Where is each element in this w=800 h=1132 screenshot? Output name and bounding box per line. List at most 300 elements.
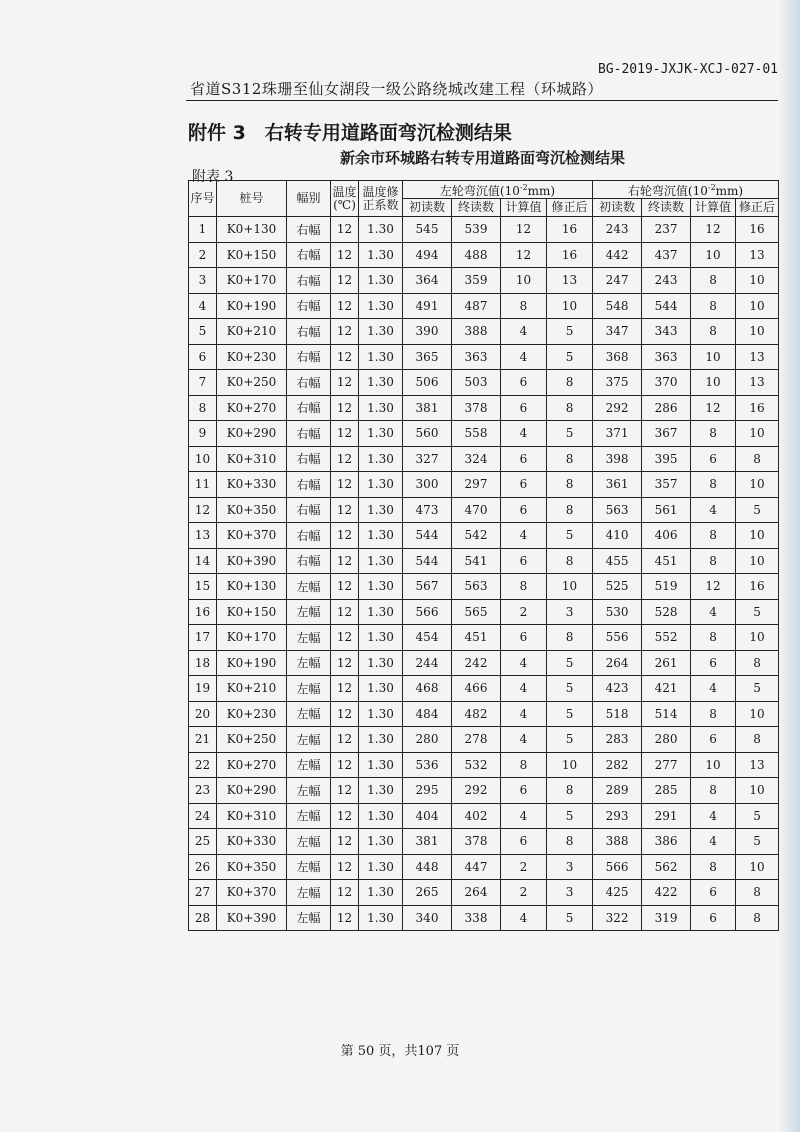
cell-left-final: 488	[452, 242, 501, 268]
cell-temp-coef: 1.30	[359, 395, 403, 421]
cell-pile: K0+370	[217, 523, 287, 549]
cell-temp: 12	[331, 676, 359, 702]
cell-left-final: 402	[452, 803, 501, 829]
cell-left-calc: 6	[501, 778, 547, 804]
cell-right-final: 291	[642, 803, 691, 829]
cell-left-calc: 6	[501, 829, 547, 855]
table-title: 新余市环城路右转专用道路面弯沉检测结果	[340, 149, 626, 167]
cell-right-corrected: 16	[736, 217, 779, 243]
cell-left-initial: 381	[403, 829, 452, 855]
cell-left-final: 482	[452, 701, 501, 727]
cell-pile: K0+230	[217, 701, 287, 727]
cell-seq: 23	[189, 778, 217, 804]
cell-temp: 12	[331, 472, 359, 498]
section-title: 附件 3 右转专用道路面弯沉检测结果	[188, 122, 512, 144]
cell-left-final: 363	[452, 344, 501, 370]
cell-side: 右幅	[287, 344, 331, 370]
cell-temp-coef: 1.30	[359, 599, 403, 625]
cell-right-final: 561	[642, 497, 691, 523]
cell-right-final: 357	[642, 472, 691, 498]
cell-side: 右幅	[287, 293, 331, 319]
col-side: 幅别	[287, 181, 331, 217]
cell-side: 左幅	[287, 599, 331, 625]
page-footer: 第 50 页，共107 页	[340, 1044, 460, 1059]
cell-right-calc: 4	[691, 497, 736, 523]
cell-left-calc: 4	[501, 701, 547, 727]
cell-left-calc: 6	[501, 370, 547, 396]
cell-left-initial: 491	[403, 293, 452, 319]
cell-right-initial: 371	[593, 421, 642, 447]
cell-left-initial: 244	[403, 650, 452, 676]
cell-side: 左幅	[287, 829, 331, 855]
table-row	[189, 370, 779, 396]
col-right-calc: 计算值	[691, 199, 736, 217]
cell-left-calc: 2	[501, 599, 547, 625]
cell-right-calc: 8	[691, 548, 736, 574]
table-row	[189, 344, 779, 370]
col-temp-correction: 温度修 正系数	[359, 181, 403, 217]
cell-seq: 4	[189, 293, 217, 319]
cell-right-corrected: 13	[736, 344, 779, 370]
table-row	[189, 217, 779, 243]
cell-right-initial: 322	[593, 905, 642, 931]
cell-temp-coef: 1.30	[359, 905, 403, 931]
cell-temp-coef: 1.30	[359, 472, 403, 498]
cell-right-corrected: 13	[736, 752, 779, 778]
cell-temp: 12	[331, 778, 359, 804]
cell-side: 右幅	[287, 548, 331, 574]
cell-right-calc: 6	[691, 650, 736, 676]
table-row	[189, 905, 779, 931]
cell-temp-coef: 1.30	[359, 370, 403, 396]
col-seq: 序号	[189, 181, 217, 217]
cell-left-final: 563	[452, 574, 501, 600]
cell-seq: 27	[189, 880, 217, 906]
cell-temp: 12	[331, 217, 359, 243]
cell-left-final: 558	[452, 421, 501, 447]
cell-temp: 12	[331, 574, 359, 600]
cell-side: 右幅	[287, 242, 331, 268]
cell-temp: 12	[331, 268, 359, 294]
cell-right-initial: 525	[593, 574, 642, 600]
cell-side: 右幅	[287, 446, 331, 472]
cell-left-initial: 390	[403, 319, 452, 345]
cell-pile: K0+190	[217, 293, 287, 319]
cell-temp-coef: 1.30	[359, 701, 403, 727]
cell-left-initial: 484	[403, 701, 452, 727]
cell-temp-coef: 1.30	[359, 752, 403, 778]
attachment-label: 附表 3	[192, 169, 234, 185]
cell-temp-coef: 1.30	[359, 854, 403, 880]
cell-left-initial: 295	[403, 778, 452, 804]
cell-temp-coef: 1.30	[359, 421, 403, 447]
cell-seq: 2	[189, 242, 217, 268]
cell-seq: 20	[189, 701, 217, 727]
cell-left-initial: 545	[403, 217, 452, 243]
table-row	[189, 727, 779, 753]
cell-pile: K0+130	[217, 217, 287, 243]
cell-left-calc: 2	[501, 880, 547, 906]
cell-right-calc: 10	[691, 752, 736, 778]
cell-left-calc: 8	[501, 752, 547, 778]
cell-right-calc: 8	[691, 319, 736, 345]
cell-temp-coef: 1.30	[359, 446, 403, 472]
scan-edge	[778, 0, 800, 1132]
cell-right-final: 437	[642, 242, 691, 268]
cell-left-calc: 8	[501, 574, 547, 600]
cell-left-initial: 468	[403, 676, 452, 702]
cell-seq: 18	[189, 650, 217, 676]
cell-side: 左幅	[287, 574, 331, 600]
cell-left-final: 297	[452, 472, 501, 498]
cell-side: 左幅	[287, 752, 331, 778]
cell-temp-coef: 1.30	[359, 497, 403, 523]
cell-right-calc: 12	[691, 574, 736, 600]
cell-right-corrected: 10	[736, 701, 779, 727]
cell-left-corrected: 5	[547, 727, 593, 753]
cell-right-calc: 8	[691, 778, 736, 804]
cell-right-initial: 423	[593, 676, 642, 702]
cell-temp: 12	[331, 293, 359, 319]
cell-side: 右幅	[287, 395, 331, 421]
table-row	[189, 472, 779, 498]
cell-temp-coef: 1.30	[359, 625, 403, 651]
col-left-wheel-group: 左轮弯沉值$(10^{-2}mm)$	[403, 181, 593, 199]
cell-right-initial: 292	[593, 395, 642, 421]
cell-right-final: 343	[642, 319, 691, 345]
cell-temp-coef: 1.30	[359, 293, 403, 319]
cell-right-corrected: 10	[736, 319, 779, 345]
cell-pile: K0+170	[217, 268, 287, 294]
cell-right-corrected: 8	[736, 650, 779, 676]
cell-seq: 12	[189, 497, 217, 523]
cell-pile: K0+190	[217, 650, 287, 676]
cell-pile: K0+210	[217, 319, 287, 345]
cell-right-calc: 12	[691, 395, 736, 421]
cell-right-final: 286	[642, 395, 691, 421]
cell-pile: K0+250	[217, 370, 287, 396]
cell-left-initial: 404	[403, 803, 452, 829]
cell-side: 右幅	[287, 319, 331, 345]
cell-left-corrected: 3	[547, 854, 593, 880]
cell-temp: 12	[331, 242, 359, 268]
cell-temp: 12	[331, 497, 359, 523]
table-row	[189, 650, 779, 676]
cell-temp-coef: 1.30	[359, 727, 403, 753]
cell-pile: K0+310	[217, 446, 287, 472]
cell-right-initial: 442	[593, 242, 642, 268]
cell-right-calc: 6	[691, 727, 736, 753]
cell-right-initial: 398	[593, 446, 642, 472]
cell-pile: K0+230	[217, 344, 287, 370]
cell-left-initial: 265	[403, 880, 452, 906]
cell-right-calc: 10	[691, 370, 736, 396]
table-row	[189, 752, 779, 778]
cell-temp: 12	[331, 905, 359, 931]
cell-left-corrected: 10	[547, 293, 593, 319]
cell-seq: 3	[189, 268, 217, 294]
cell-seq: 22	[189, 752, 217, 778]
cell-right-corrected: 10	[736, 472, 779, 498]
cell-temp: 12	[331, 880, 359, 906]
cell-right-calc: 8	[691, 293, 736, 319]
cell-left-calc: 4	[501, 676, 547, 702]
cell-pile: K0+250	[217, 727, 287, 753]
cell-right-final: 367	[642, 421, 691, 447]
cell-temp: 12	[331, 548, 359, 574]
cell-side: 右幅	[287, 268, 331, 294]
cell-right-initial: 530	[593, 599, 642, 625]
cell-left-calc: 4	[501, 523, 547, 549]
cell-left-final: 542	[452, 523, 501, 549]
cell-right-calc: 4	[691, 803, 736, 829]
cell-side: 右幅	[287, 217, 331, 243]
cell-side: 右幅	[287, 497, 331, 523]
cell-right-calc: 8	[691, 701, 736, 727]
table-row	[189, 701, 779, 727]
cell-left-corrected: 10	[547, 574, 593, 600]
col-left-calc: 计算值	[501, 199, 547, 217]
cell-temp: 12	[331, 701, 359, 727]
table-row	[189, 523, 779, 549]
cell-left-corrected: 16	[547, 242, 593, 268]
cell-left-initial: 536	[403, 752, 452, 778]
cell-temp-coef: 1.30	[359, 523, 403, 549]
cell-right-final: 406	[642, 523, 691, 549]
deflection-table	[188, 180, 779, 931]
cell-side: 右幅	[287, 472, 331, 498]
cell-left-initial: 473	[403, 497, 452, 523]
cell-right-corrected: 10	[736, 523, 779, 549]
cell-left-corrected: 8	[547, 625, 593, 651]
cell-right-corrected: 5	[736, 829, 779, 855]
cell-left-initial: 364	[403, 268, 452, 294]
cell-right-calc: 8	[691, 854, 736, 880]
cell-temp-coef: 1.30	[359, 880, 403, 906]
cell-seq: 17	[189, 625, 217, 651]
cell-seq: 19	[189, 676, 217, 702]
cell-right-initial: 368	[593, 344, 642, 370]
col-temp: 温度 (℃)	[331, 181, 359, 217]
cell-pile: K0+290	[217, 778, 287, 804]
cell-seq: 26	[189, 854, 217, 880]
cell-left-calc: 4	[501, 727, 547, 753]
cell-temp-coef: 1.30	[359, 217, 403, 243]
cell-left-final: 447	[452, 854, 501, 880]
table-row	[189, 676, 779, 702]
cell-temp: 12	[331, 650, 359, 676]
table-row	[189, 548, 779, 574]
cell-right-calc: 12	[691, 217, 736, 243]
cell-right-calc: 10	[691, 344, 736, 370]
cell-seq: 25	[189, 829, 217, 855]
cell-left-calc: 6	[501, 625, 547, 651]
cell-right-calc: 8	[691, 472, 736, 498]
cell-right-corrected: 13	[736, 242, 779, 268]
cell-right-initial: 282	[593, 752, 642, 778]
cell-temp: 12	[331, 370, 359, 396]
cell-left-calc: 8	[501, 293, 547, 319]
table-row	[189, 574, 779, 600]
cell-temp: 12	[331, 727, 359, 753]
cell-side: 左幅	[287, 650, 331, 676]
cell-right-final: 395	[642, 446, 691, 472]
table-row	[189, 293, 779, 319]
cell-left-corrected: 8	[547, 829, 593, 855]
cell-temp-coef: 1.30	[359, 676, 403, 702]
table-row	[189, 778, 779, 804]
cell-right-corrected: 10	[736, 778, 779, 804]
cell-left-calc: 2	[501, 854, 547, 880]
cell-side: 左幅	[287, 625, 331, 651]
table-row	[189, 395, 779, 421]
cell-pile: K0+210	[217, 676, 287, 702]
header-divider	[186, 100, 778, 101]
cell-pile: K0+370	[217, 880, 287, 906]
cell-pile: K0+390	[217, 548, 287, 574]
cell-left-final: 359	[452, 268, 501, 294]
cell-left-calc: 4	[501, 344, 547, 370]
cell-left-final: 264	[452, 880, 501, 906]
cell-left-corrected: 8	[547, 395, 593, 421]
cell-right-calc: 6	[691, 446, 736, 472]
cell-left-initial: 448	[403, 854, 452, 880]
table-row	[189, 268, 779, 294]
cell-temp-coef: 1.30	[359, 242, 403, 268]
cell-temp-coef: 1.30	[359, 778, 403, 804]
cell-left-calc: 4	[501, 319, 547, 345]
col-right-corrected: 修正后	[736, 199, 779, 217]
cell-temp-coef: 1.30	[359, 574, 403, 600]
cell-right-calc: 8	[691, 268, 736, 294]
cell-left-corrected: 5	[547, 523, 593, 549]
cell-side: 右幅	[287, 523, 331, 549]
cell-left-corrected: 5	[547, 701, 593, 727]
cell-pile: K0+330	[217, 472, 287, 498]
cell-temp: 12	[331, 854, 359, 880]
cell-left-corrected: 8	[547, 472, 593, 498]
cell-left-initial: 566	[403, 599, 452, 625]
table-row	[189, 242, 779, 268]
cell-left-corrected: 8	[547, 778, 593, 804]
cell-temp-coef: 1.30	[359, 803, 403, 829]
cell-right-final: 370	[642, 370, 691, 396]
col-right-initial: 初读数	[593, 199, 642, 217]
cell-right-initial: 264	[593, 650, 642, 676]
cell-right-corrected: 8	[736, 727, 779, 753]
cell-seq: 21	[189, 727, 217, 753]
cell-seq: 9	[189, 421, 217, 447]
cell-left-corrected: 3	[547, 880, 593, 906]
table-row	[189, 880, 779, 906]
cell-right-calc: 4	[691, 676, 736, 702]
cell-left-calc: 4	[501, 803, 547, 829]
cell-pile: K0+390	[217, 905, 287, 931]
cell-left-final: 532	[452, 752, 501, 778]
table-row	[189, 446, 779, 472]
cell-right-corrected: 10	[736, 293, 779, 319]
cell-right-corrected: 5	[736, 803, 779, 829]
table-row	[189, 497, 779, 523]
table-row	[189, 854, 779, 880]
cell-left-initial: 280	[403, 727, 452, 753]
cell-pile: K0+150	[217, 242, 287, 268]
cell-left-initial: 567	[403, 574, 452, 600]
cell-seq: 13	[189, 523, 217, 549]
cell-right-calc: 6	[691, 880, 736, 906]
cell-right-corrected: 5	[736, 599, 779, 625]
cell-right-final: 280	[642, 727, 691, 753]
table-row	[189, 829, 779, 855]
cell-right-initial: 518	[593, 701, 642, 727]
cell-right-final: 528	[642, 599, 691, 625]
cell-side: 左幅	[287, 778, 331, 804]
cell-pile: K0+310	[217, 803, 287, 829]
cell-left-calc: 6	[501, 472, 547, 498]
cell-right-calc: 4	[691, 599, 736, 625]
table-row	[189, 421, 779, 447]
cell-left-final: 378	[452, 829, 501, 855]
cell-left-final: 388	[452, 319, 501, 345]
cell-temp: 12	[331, 395, 359, 421]
cell-right-corrected: 8	[736, 446, 779, 472]
table-body	[189, 217, 779, 931]
cell-left-corrected: 5	[547, 421, 593, 447]
cell-left-corrected: 16	[547, 217, 593, 243]
cell-temp-coef: 1.30	[359, 650, 403, 676]
cell-left-corrected: 3	[547, 599, 593, 625]
cell-right-initial: 243	[593, 217, 642, 243]
cell-left-corrected: 10	[547, 752, 593, 778]
cell-seq: 1	[189, 217, 217, 243]
cell-right-corrected: 10	[736, 548, 779, 574]
cell-right-final: 243	[642, 268, 691, 294]
cell-side: 左幅	[287, 905, 331, 931]
cell-right-calc: 8	[691, 421, 736, 447]
cell-left-corrected: 5	[547, 650, 593, 676]
cell-right-corrected: 5	[736, 676, 779, 702]
cell-left-final: 539	[452, 217, 501, 243]
cell-side: 右幅	[287, 370, 331, 396]
col-right-wheel-group: 右轮弯沉值$(10^{-2}mm)$	[593, 181, 779, 199]
cell-seq: 28	[189, 905, 217, 931]
col-pile: 桩号	[217, 181, 287, 217]
cell-right-corrected: 10	[736, 421, 779, 447]
cell-left-final: 338	[452, 905, 501, 931]
cell-left-initial: 560	[403, 421, 452, 447]
cell-left-corrected: 5	[547, 676, 593, 702]
cell-left-corrected: 5	[547, 905, 593, 931]
cell-side: 左幅	[287, 854, 331, 880]
cell-seq: 11	[189, 472, 217, 498]
cell-temp: 12	[331, 803, 359, 829]
cell-pile: K0+170	[217, 625, 287, 651]
cell-right-final: 514	[642, 701, 691, 727]
cell-left-final: 470	[452, 497, 501, 523]
cell-temp-coef: 1.30	[359, 319, 403, 345]
cell-left-final: 378	[452, 395, 501, 421]
cell-right-corrected: 16	[736, 574, 779, 600]
cell-left-calc: 6	[501, 548, 547, 574]
col-left-initial: 初读数	[403, 199, 452, 217]
cell-right-initial: 548	[593, 293, 642, 319]
cell-right-corrected: 13	[736, 370, 779, 396]
cell-right-corrected: 8	[736, 880, 779, 906]
cell-side: 右幅	[287, 421, 331, 447]
cell-seq: 5	[189, 319, 217, 345]
cell-left-initial: 544	[403, 523, 452, 549]
cell-temp: 12	[331, 523, 359, 549]
